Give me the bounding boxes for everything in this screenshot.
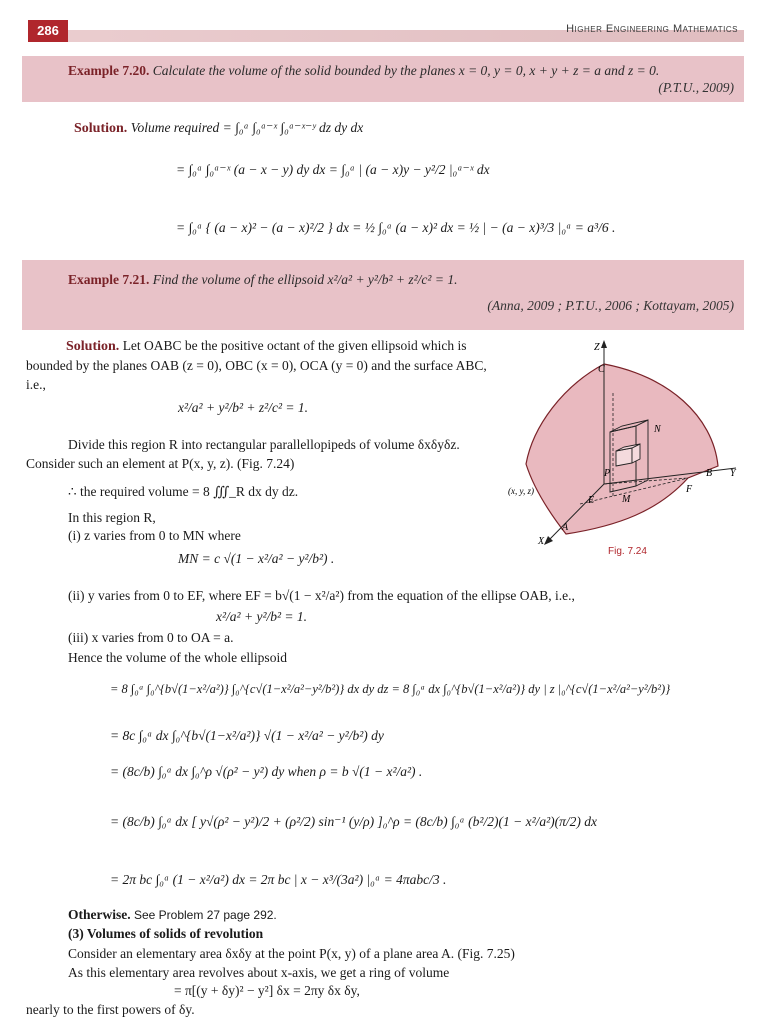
section-3-line3: = π[(y + δy)² − y²] δx = 2πy δx δy, [174, 983, 360, 998]
label-b: B [706, 468, 713, 479]
section-3-line1: Consider an elementary area δxδy at the point P(x, y) of a plane area A. (Fig. 7.25) [68, 946, 515, 961]
label-e: E [588, 495, 595, 506]
calc-line4: = (8c/b) ∫₀ᵃ dx [ y√(ρ² − y²)/2 + (ρ²/2) sin⁻¹ (y/ρ) ]₀^ρ = (8c/b) ∫₀ᵃ (b²/2)(1 − x²/a²)(π/2) dx [110, 814, 598, 829]
ellipsoid-equation: x²/a² + y²/b² + z²/c² = 1. [178, 400, 308, 415]
example-source: (Anna, 2009 ; P.T.U., 2006 ; Kottayam, 2005) [487, 298, 734, 313]
solution-7-20-line2: = ∫₀ᵃ ∫₀ᵃ⁻ˣ (a − x − y) dy dx = ∫₀ᵃ | (a − x)y − y²/2 |₀ᵃ⁻ˣ dx [176, 162, 490, 177]
divide-region-text: Divide this region R into rectangular parallellopipeds of volume δxδyδz. Consider such an element at P(x, y, z). (Fig. 7.24) [26, 437, 460, 471]
example-label: Example 7.20. [68, 63, 150, 78]
example-question: Calculate the volume of the solid bounded by the planes x = 0, y = 0, x + y + z = a and z = 0. [152, 63, 660, 78]
section-3-line4: nearly to the first powers of δy. [26, 1002, 195, 1017]
calc-line1: = 8 ∫₀ᵃ ∫₀^{b√(1−x²/a²)} ∫₀^{c√(1−x²/a²−y²/b²)} dx dy dz = 8 ∫₀ᵃ dx ∫₀^{b√(1−x²/a²)} dy | z |₀^{c√(1−x²/a²−y²/b²)} [110, 682, 671, 696]
in-region-text: In this region R, [68, 510, 156, 525]
running-title: Higher Engineering Mathematics [566, 23, 738, 35]
z-axis-arrow [601, 340, 607, 348]
label-m: M [622, 494, 631, 505]
label-p: P [604, 468, 611, 479]
solution-intro-text: Let OABC be the positive octant of the given ellipsoid which is bounded by the planes OAB (z = 0), OBC (x = 0), OCA (y = 0) and the surface ABC, i.e., [26, 338, 487, 392]
solution-7-20-line1 [74, 118, 734, 138]
label-xyz: (x, y, z) [508, 486, 534, 496]
ellipse-equation: x²/a² + y²/b² = 1. [216, 609, 308, 624]
example-7-21-box [22, 260, 744, 330]
mn-equation: MN = c √(1 − x²/a² − y²/b²) . [178, 551, 335, 566]
example-7-20-box [22, 56, 744, 102]
volume-required-eq: Volume required = ∫₀ᵃ ∫₀ᵃ⁻ˣ ∫₀ᵃ⁻ˣ⁻ʸ dz dy dx [130, 120, 364, 135]
item-ii-text: (ii) y varies from 0 to EF, where EF = b√(1 − x²/a²) from the equation of the ellipse OAB, i.e., [68, 588, 575, 603]
label-y: Y [730, 468, 736, 479]
hence-text: Hence the volume of the whole ellipsoid [68, 650, 287, 665]
label-z: Z [594, 342, 600, 353]
otherwise-text: See Problem 27 page 292. [133, 908, 277, 922]
solution-label: Solution. [74, 121, 128, 136]
required-volume-eq: ∴ the required volume = 8 ∭_R dx dy dz. [68, 484, 299, 499]
page-header [28, 20, 744, 42]
item-i-text: (i) z varies from 0 to MN where [68, 528, 241, 543]
label-n: N [654, 424, 661, 435]
label-x: X [538, 536, 545, 547]
section-3-line2: As this elementary area revolves about x-axis, we get a ring of volume [68, 965, 450, 980]
section-3-heading: (3) Volumes of solids of revolution [68, 926, 264, 941]
label-a: A [562, 522, 569, 533]
page-number: 286 [28, 20, 68, 42]
example-label: Example 7.21. [68, 272, 150, 287]
figure-caption: Fig. 7.24 [608, 546, 647, 557]
solution-7-20-line3: = ∫₀ᵃ { (a − x)² − (a − x)²/2 } dx = ½ ∫₀ᵃ (a − x)² dx = ½ | − (a − x)³/3 |₀ᵃ = a³/6 . [176, 220, 616, 235]
solution-label: Solution. [66, 339, 120, 354]
item-iii-text: (iii) x varies from 0 to OA = a. [68, 630, 234, 645]
label-f: F [686, 484, 693, 495]
solution-7-21-intro [26, 336, 500, 394]
calc-line5: = 2π bc ∫₀ᵃ (1 − x²/a²) dx = 2π bc | x − x³/(3a²) |₀ᵃ = 4πabc/3 . [110, 872, 447, 887]
otherwise-label: Otherwise. [68, 907, 131, 922]
label-c: C [598, 364, 605, 375]
otherwise-line [68, 905, 277, 925]
calc-line2: = 8c ∫₀ᵃ dx ∫₀^{b√(1−x²/a²)} √(1 − x²/a² − y²/b²) dy [110, 728, 384, 743]
example-source: (P.T.U., 2009) [658, 80, 734, 95]
example-question: Find the volume of the ellipsoid x²/a² + y²/b² + z²/c² = 1. [152, 272, 458, 287]
ellipsoid-octant-figure [508, 336, 740, 566]
calc-line3: = (8c/b) ∫₀ᵃ dx ∫₀^ρ √(ρ² − y²) dy when ρ = b √(1 − x²/a²) . [110, 764, 423, 779]
